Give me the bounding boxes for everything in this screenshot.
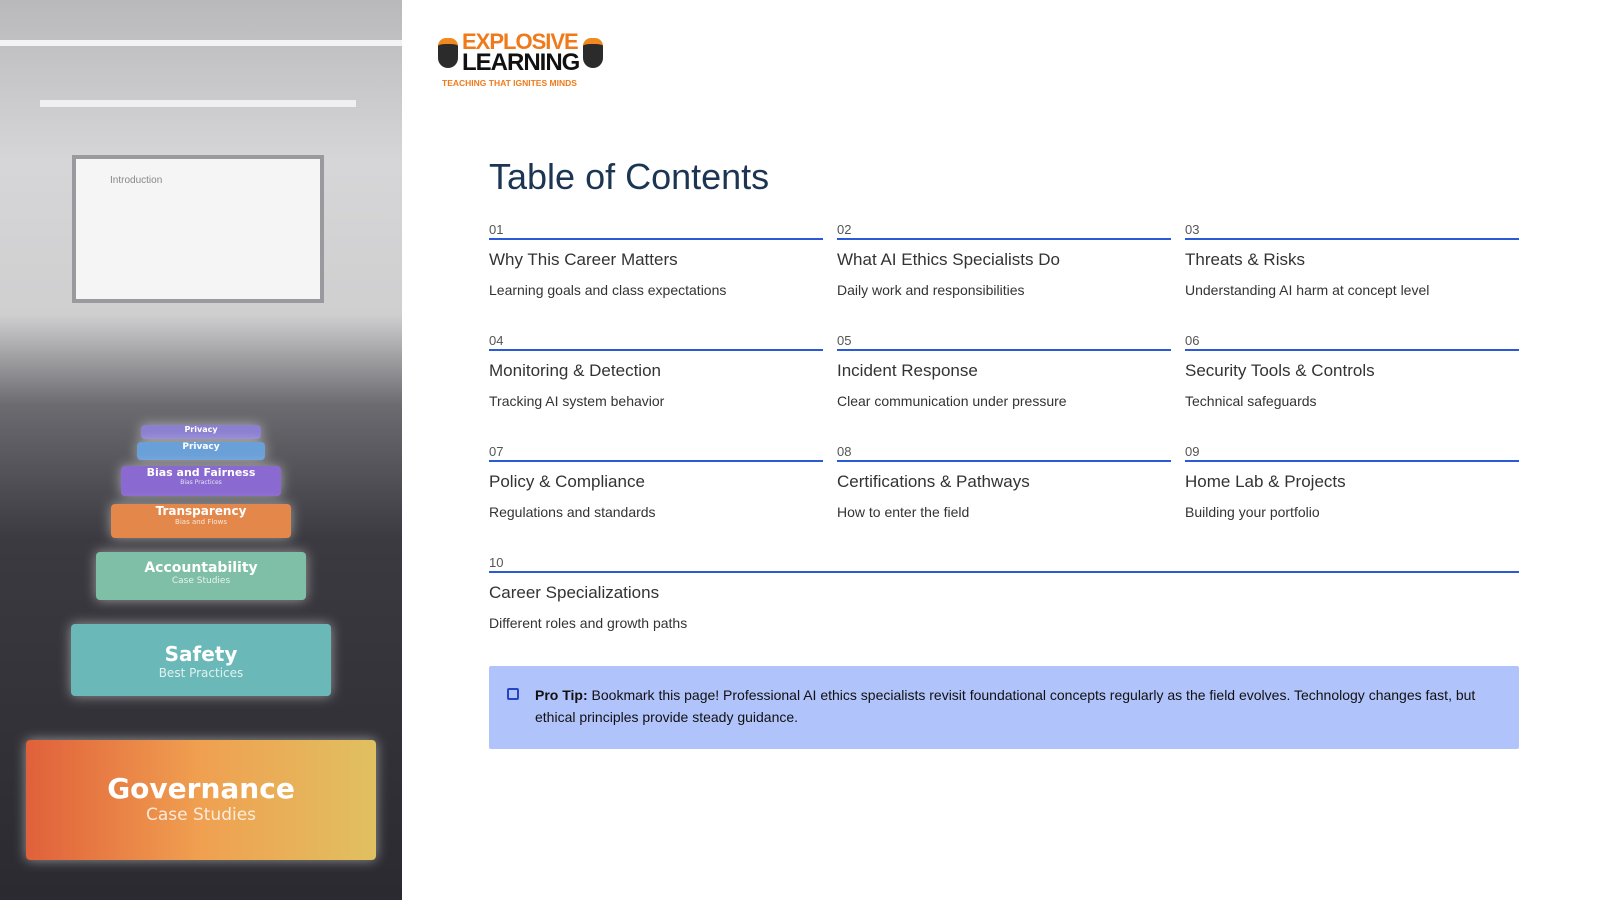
toc-number: 01 xyxy=(489,222,823,240)
toc-title[interactable]: Monitoring & Detection xyxy=(489,361,661,380)
toc-title[interactable]: Incident Response xyxy=(837,361,978,380)
toc-number: 08 xyxy=(837,444,1171,462)
toc-description: Tracking AI system behavior xyxy=(489,393,665,409)
pro-tip-callout: Pro Tip: Bookmark this page! Professional AI ethics specialists revisit foundational concepts regularly as the field evolves. Technology changes fast, but ethical principles provide steady guidance. xyxy=(489,666,1519,749)
toc-description: Daily work and responsibilities xyxy=(837,282,1025,298)
toc-number: 06 xyxy=(1185,333,1519,351)
toc-item[interactable] xyxy=(489,444,823,555)
toc-title[interactable]: Threats & Risks xyxy=(1185,250,1305,269)
toc-item[interactable] xyxy=(489,333,823,444)
toc-item[interactable] xyxy=(837,333,1171,444)
path-step: Transparency Bias and Flows xyxy=(111,504,291,538)
ceiling-light xyxy=(40,100,356,107)
logo-tagline: TEACHING THAT IGNITES MINDS xyxy=(442,78,577,88)
toc-title[interactable]: Why This Career Matters xyxy=(489,250,678,269)
toc-description: Building your portfolio xyxy=(1185,504,1320,520)
toc-title[interactable]: What AI Ethics Specialists Do xyxy=(837,250,1060,269)
toc-title[interactable]: Career Specializations xyxy=(489,583,660,602)
toc-description: Regulations and standards xyxy=(489,504,656,520)
toc-grid xyxy=(489,222,1519,666)
toc-item[interactable] xyxy=(1185,333,1519,444)
toc-description: Learning goals and class expectations xyxy=(489,282,727,298)
path-step: Accountability Case Studies xyxy=(96,552,306,600)
toc-number: 05 xyxy=(837,333,1171,351)
toc-item[interactable] xyxy=(837,444,1171,555)
logo-row xyxy=(438,29,603,76)
logo-head-icon xyxy=(438,38,458,68)
whiteboard: Introduction xyxy=(72,155,324,303)
toc-item[interactable] xyxy=(489,222,823,333)
toc-number: 02 xyxy=(837,222,1171,240)
path-step: Privacy xyxy=(141,425,261,439)
logo-wordmark xyxy=(462,29,580,76)
toc-title[interactable]: Home Lab & Projects xyxy=(1185,472,1346,491)
toc-title[interactable]: Certifications & Pathways xyxy=(837,472,1030,491)
toc-number: 10 xyxy=(489,555,1519,573)
path-step: Privacy xyxy=(137,442,265,460)
main-content xyxy=(402,0,1600,900)
note-icon xyxy=(507,688,519,700)
toc-item[interactable] xyxy=(1185,222,1519,333)
ceiling-light xyxy=(0,40,402,46)
path-step: Safety Best Practices xyxy=(71,624,331,696)
toc-description: Different roles and growth paths xyxy=(489,615,688,631)
toc-description: Technical safeguards xyxy=(1185,393,1317,409)
toc-description: How to enter the field xyxy=(837,504,970,520)
toc-number: 03 xyxy=(1185,222,1519,240)
toc-number: 09 xyxy=(1185,444,1519,462)
toc-description: Understanding AI harm at concept level xyxy=(1185,282,1430,298)
toc-title[interactable]: Policy & Compliance xyxy=(489,472,645,491)
toc-item[interactable] xyxy=(837,222,1171,333)
toc-title[interactable]: Security Tools & Controls xyxy=(1185,361,1375,380)
toc-item[interactable] xyxy=(1185,444,1519,555)
toc-item[interactable] xyxy=(489,555,1519,666)
path-step: Governance Case Studies xyxy=(26,740,376,860)
hero-image xyxy=(0,0,402,900)
page-title: Table of Contents xyxy=(489,156,770,197)
logo-line1: EXPLOSIVE xyxy=(462,29,578,54)
logo-line2: LEARNING xyxy=(462,49,580,76)
toc-description: Clear communication under pressure xyxy=(837,393,1067,409)
logo-head-icon xyxy=(583,38,603,68)
logo xyxy=(438,29,603,88)
path-step: Bias and Fairness Bias Practices xyxy=(121,466,281,496)
toc-number: 07 xyxy=(489,444,823,462)
toc-number: 04 xyxy=(489,333,823,351)
